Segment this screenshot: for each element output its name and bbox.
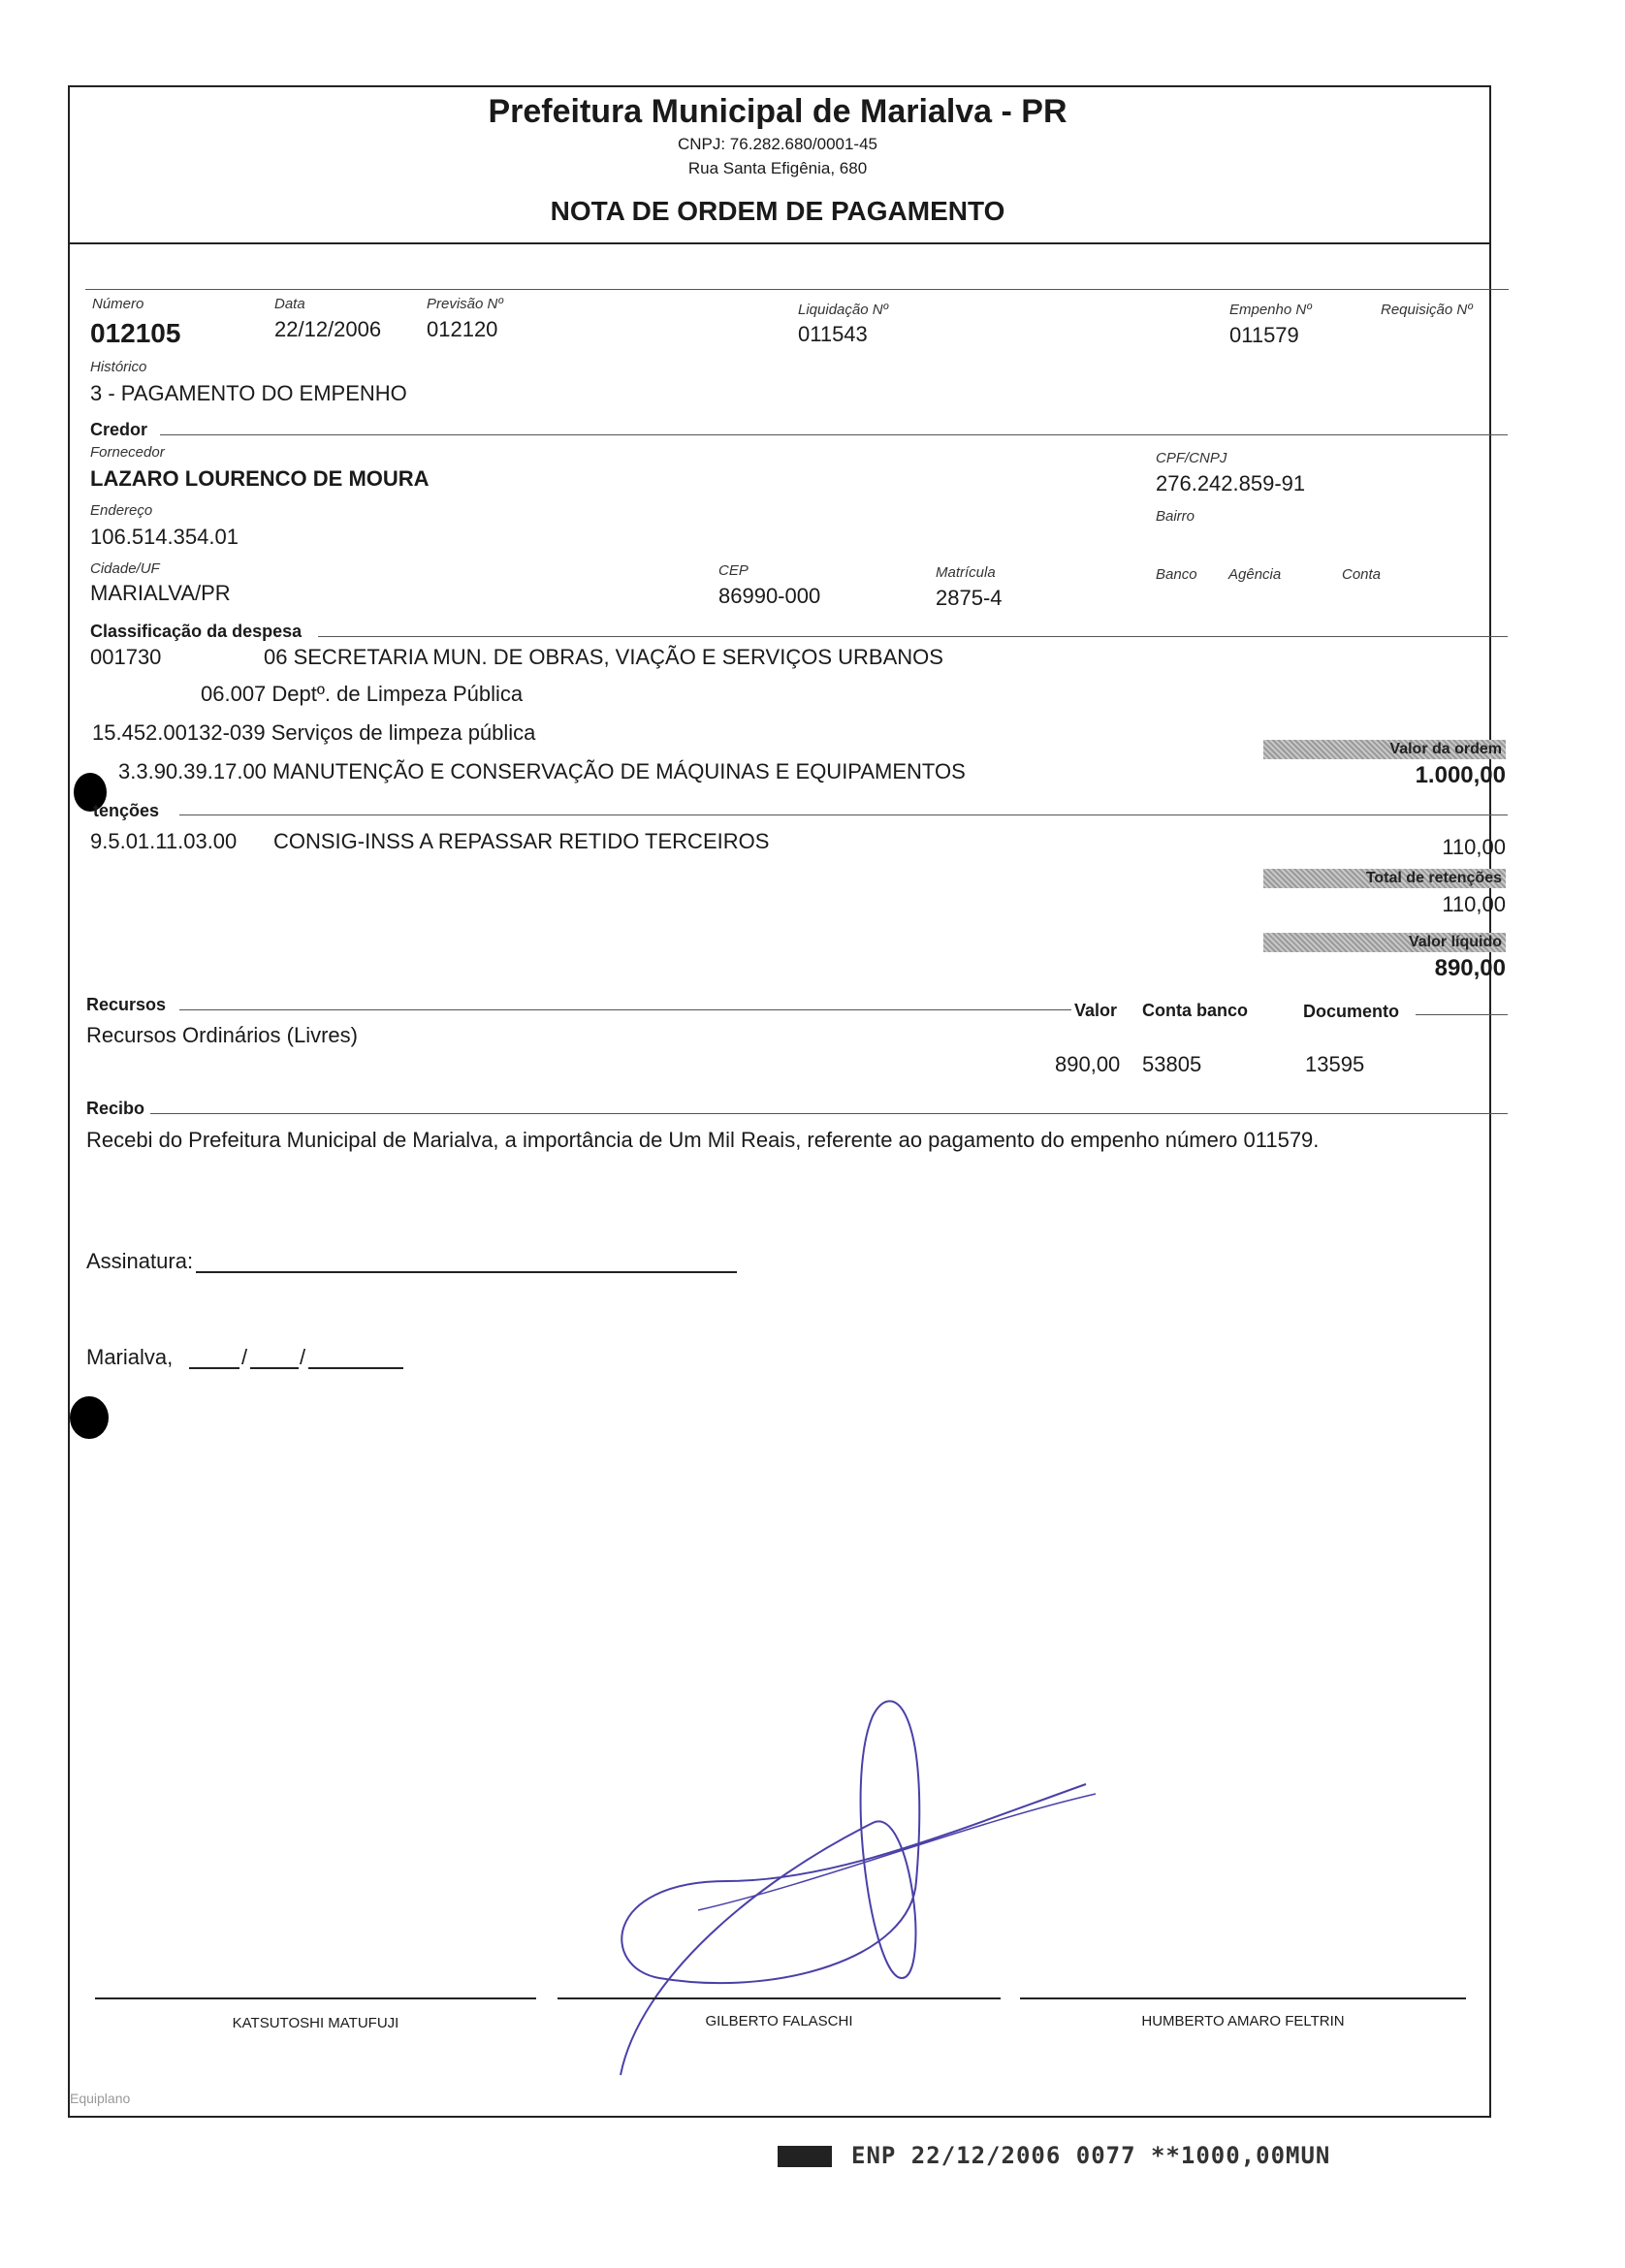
matricula-label: Matrícula bbox=[936, 564, 996, 581]
cpf-value: 276.242.859-91 bbox=[1156, 471, 1306, 495]
recursos-rule bbox=[179, 1009, 1071, 1010]
classificacao-code: 001730 bbox=[90, 645, 162, 669]
valor-ordem-value: 1.000,00 bbox=[1415, 762, 1506, 788]
liquidacao-value: 011543 bbox=[798, 322, 868, 346]
credor-rule bbox=[160, 434, 1508, 435]
data-value: 22/12/2006 bbox=[274, 317, 382, 341]
empenho-label: Empenho Nº bbox=[1229, 302, 1312, 318]
date-slash-1: / bbox=[241, 1345, 248, 1369]
signatory-3: HUMBERTO AMARO FELTRIN bbox=[1141, 2013, 1345, 2029]
cidade-value: MARIALVA/PR bbox=[90, 581, 231, 605]
stamp-text: ENP 22/12/2006 0077 **1000,00MUN bbox=[851, 2142, 1331, 2169]
signature-line-2 bbox=[558, 1997, 1001, 1999]
cnpj-text: CNPJ: 76.282.680/0001-45 bbox=[677, 135, 878, 153]
recursos-conta-label: Conta banco bbox=[1142, 1001, 1249, 1020]
total-retencoes-label: Total de retenções bbox=[1263, 869, 1506, 888]
historico-value: 3 - PAGAMENTO DO EMPENHO bbox=[90, 381, 407, 405]
date-slash-2: / bbox=[300, 1345, 306, 1369]
document-title: NOTA DE ORDEM DE PAGAMENTO bbox=[550, 196, 1005, 226]
signatory-1: KATSUTOSHI MATUFUJI bbox=[232, 2015, 399, 2031]
classificacao-line3: 15.452.00132-039 Serviços de limpeza pública bbox=[92, 720, 536, 745]
handwritten-signature bbox=[582, 1687, 1125, 2094]
historico-label: Histórico bbox=[90, 359, 147, 375]
recibo-text: Recebi do Prefeitura Municipal de Marialva, a importância de Um Mil Reais, referente ao pagamento do empenho número 011579. bbox=[86, 1128, 1320, 1152]
matricula-value: 2875-4 bbox=[936, 586, 1003, 610]
total-retencoes-value: 110,00 bbox=[1442, 892, 1506, 916]
conta-label: Conta bbox=[1342, 566, 1382, 583]
cidade-label: Cidade/UF bbox=[90, 560, 160, 577]
classificacao-line2: 06.007 Deptº. de Limpeza Pública bbox=[201, 682, 524, 706]
recursos-documento-label: Documento bbox=[1303, 1002, 1399, 1021]
fields-top-rule bbox=[85, 289, 1509, 290]
liquidacao-label: Liquidação Nº bbox=[798, 302, 889, 318]
numero-label: Número bbox=[92, 296, 144, 312]
month-line[interactable] bbox=[250, 1367, 299, 1369]
recursos-desc: Recursos Ordinários (Livres) bbox=[86, 1023, 358, 1047]
cpf-label: CPF/CNPJ bbox=[1156, 450, 1227, 466]
credor-section: Credor bbox=[90, 420, 148, 439]
fornecedor-label: Fornecedor bbox=[90, 444, 165, 461]
numero-value: 012105 bbox=[90, 318, 181, 348]
endereco-value: 106.514.354.01 bbox=[90, 525, 239, 549]
retencao-code: 9.5.01.11.03.00 bbox=[90, 829, 238, 853]
classificacao-rule bbox=[318, 636, 1508, 637]
classificacao-line1: 06 SECRETARIA MUN. DE OBRAS, VIAÇÃO E SERVIÇOS URBANOS bbox=[264, 645, 943, 669]
classificacao-line4: 3.3.90.39.17.00 MANUTENÇÃO E CONSERVAÇÃO DE MÁQUINAS E EQUIPAMENTOS bbox=[118, 759, 966, 783]
banco-label: Banco bbox=[1156, 566, 1197, 583]
year-line[interactable] bbox=[308, 1367, 403, 1369]
recursos-valor: 890,00 bbox=[1055, 1052, 1121, 1076]
retencoes-section: tenções bbox=[93, 801, 160, 820]
recursos-valor-label: Valor bbox=[1074, 1001, 1118, 1020]
agencia-label: Agência bbox=[1228, 566, 1282, 583]
signatory-2: GILBERTO FALASCHI bbox=[705, 2013, 853, 2029]
recursos-documento: 13595 bbox=[1305, 1052, 1365, 1076]
equiplano-brand: Equiplano bbox=[70, 2091, 131, 2106]
previsao-label: Previsão Nº bbox=[427, 296, 503, 312]
signature-line-3 bbox=[1020, 1997, 1466, 1999]
retencao-desc: CONSIG-INSS A REPASSAR RETIDO TERCEIROS bbox=[273, 829, 770, 853]
retencao-value: 110,00 bbox=[1442, 835, 1506, 859]
punch-hole-bottom bbox=[70, 1396, 109, 1439]
cep-label: CEP bbox=[718, 562, 749, 579]
assinatura-label: Assinatura: bbox=[86, 1249, 194, 1273]
empenho-value: 011579 bbox=[1229, 323, 1299, 347]
recursos-conta: 53805 bbox=[1142, 1052, 1202, 1076]
bairro-label: Bairro bbox=[1156, 508, 1195, 525]
valor-liquido-value: 890,00 bbox=[1434, 955, 1506, 981]
valor-liquido-label: Valor líquido bbox=[1263, 933, 1506, 952]
signature-line-1 bbox=[95, 1997, 536, 1999]
assinatura-line[interactable] bbox=[196, 1271, 737, 1273]
local-data-label: Marialva, bbox=[86, 1345, 174, 1369]
previsao-value: 012120 bbox=[427, 317, 498, 341]
recursos-section: Recursos bbox=[86, 995, 167, 1014]
requisicao-label: Requisição Nº bbox=[1381, 302, 1473, 318]
recibo-rule bbox=[150, 1113, 1508, 1114]
page-title: Prefeitura Municipal de Marialva - PR bbox=[488, 93, 1067, 130]
header-divider bbox=[68, 242, 1489, 244]
data-label: Data bbox=[274, 296, 305, 312]
fornecedor-value: LAZARO LOURENCO DE MOURA bbox=[90, 466, 430, 491]
recibo-section: Recibo bbox=[86, 1099, 145, 1118]
address-text: Rua Santa Efigênia, 680 bbox=[687, 159, 868, 177]
classificacao-section: Classificação da despesa bbox=[90, 622, 303, 641]
day-line[interactable] bbox=[189, 1367, 239, 1369]
endereco-label: Endereço bbox=[90, 502, 153, 519]
stamp-mark bbox=[778, 2146, 832, 2167]
recursos-rule-end bbox=[1416, 1014, 1508, 1015]
cep-value: 86990-000 bbox=[718, 584, 821, 608]
valor-ordem-label: Valor da ordem bbox=[1263, 740, 1506, 759]
